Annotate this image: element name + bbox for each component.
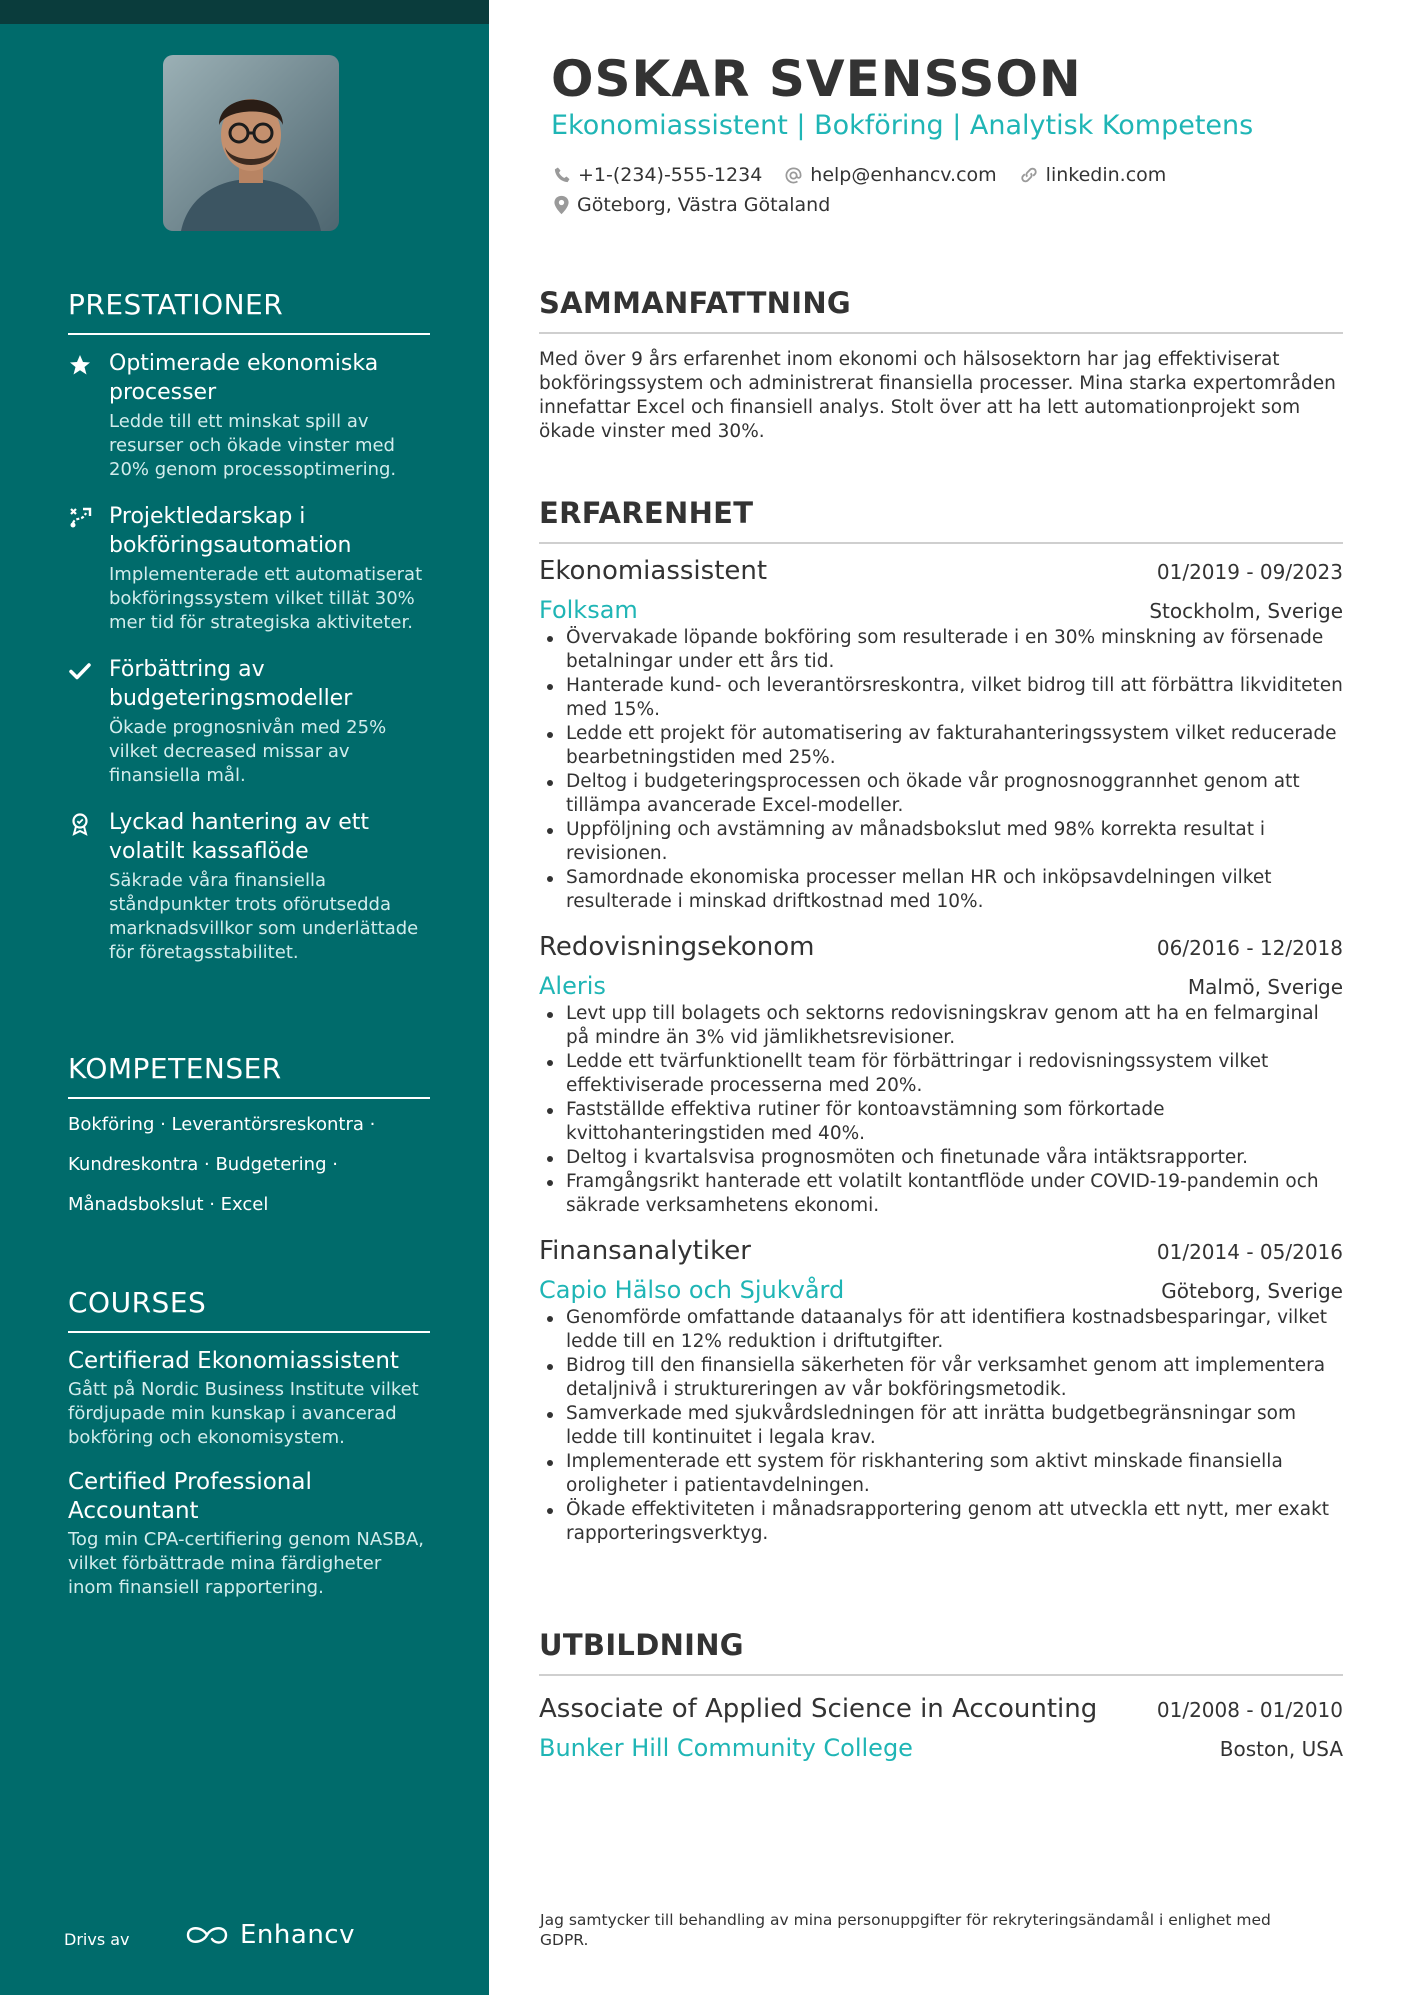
summary-heading: SAMMANFATTNING [539,286,1343,334]
job-bullets [539,626,1343,914]
job-bullet: Bidrog till den finansiella säkerheten för vår verksamhet genom att implementera detaljnivå i struktureringen av vår bokföringsmetodik. [539,1354,1343,1402]
skills-line: Månadsbokslut · Excel [68,1194,269,1215]
location-text: Göteborg, Västra Götaland [577,194,831,216]
degree-title: Associate of Applied Science in Accounting [539,1694,1098,1724]
job-company[interactable]: Folksam [539,596,638,624]
job-bullet: Deltog i kvartalsvisa prognosmöten och finetunade våra intäktsrapporter. [539,1146,1343,1170]
link-icon [1019,165,1039,185]
candidate-tagline: Ekonomiassistent | Bokföring | Analytisk Kompetens [551,110,1254,141]
job-bullet: Samordnade ekonomiska processer mellan HR och inköpsavdelningen vilket resulterade i minskad driftkostnad med 10%. [539,866,1343,914]
phone-text: +1-(234)-555-1234 [578,164,763,186]
experience-heading: ERFARENHET [539,496,1343,544]
route-icon [68,506,92,530]
achievement-item [68,502,430,635]
achievement-item [68,655,430,788]
course-item [68,1468,430,1600]
achievement-title: Lyckad hantering av ett volatilt kassaflöde [109,810,370,864]
achievement-title: Optimerade ekonomiska processer [109,351,379,405]
achievements-section [68,288,430,965]
skills-section [68,1052,430,1217]
course-desc: Gått på Nordic Business Institute vilket fördjupade min kunskap i avancerad bokföring och ekonomisystem. [68,1379,419,1448]
linkedin-contact[interactable] [1019,164,1167,186]
job-location: Stockholm, Sverige [1149,599,1343,623]
powered-by-label: Drivs av [64,1930,130,1949]
job-bullet: Implementerade ett system för riskhantering som aktivt minskade finansiella oroligheter i patientavdelningen. [539,1450,1343,1498]
candidate-name: OSKAR SVENSSON [551,50,1082,108]
job-bullet: Ledde ett tvärfunktionellt team för förbättringar i redovisningssystem vilket effektiviserade processerna med 20%. [539,1050,1343,1098]
job-bullets [539,1002,1343,1218]
location-contact [553,194,830,216]
job-title: Redovisningsekonom [539,932,815,962]
skills-line: Kundreskontra · Budgetering · [68,1154,338,1175]
school-name[interactable]: Bunker Hill Community College [539,1734,913,1762]
phone-contact[interactable] [553,164,762,186]
skills-heading: KOMPETENSER [68,1052,430,1099]
award-icon [68,812,92,836]
course-title: Certifierad Ekonomiassistent [68,1348,399,1374]
education-dates: 01/2008 - 01/2010 [1156,1698,1343,1722]
job-bullets [539,1306,1343,1546]
education-entry [539,1694,1343,1762]
education-heading: UTBILDNING [539,1628,1343,1676]
achievement-desc: Säkrade våra finansiella ståndpunkter trots oförutsedda marknadsvillkor som underlättade för företagsstabilitet. [109,870,419,963]
job-bullet: Fastställde effektiva rutiner för kontoavstämning som förkortade kvittohanteringstiden med 40%. [539,1098,1343,1146]
check-icon [68,659,92,683]
job-bullet: Framgångsrikt hanterade ett volatilt kontantflöde under COVID-19-pandemin och säkrade verksamhetens ekonomi. [539,1170,1343,1218]
email-text: help@enhancv.com [810,164,997,186]
job-title: Finansanalytiker [539,1236,751,1266]
education-location: Boston, USA [1219,1737,1343,1761]
enhancv-logo[interactable] [184,1920,355,1950]
star-icon [68,353,92,377]
job-entry [539,932,1343,1218]
education-section [539,1628,1343,1762]
gdpr-consent: Jag samtycker till behandling av mina personuppgifter för rekryteringsändamål i enlighet med GDPR. [540,1911,1271,1949]
achievement-desc: Implementerade ett automatiserat bokföringssystem vilket tillät 30% mer tid för strategiska aktiviteter. [109,564,423,633]
job-bullet: Hanterade kund- och leverantörsreskontra, vilket bidrog till att förbättra likviditeten med 15%. [539,674,1343,722]
job-bullet: Övervakade löpande bokföring som resulterade i en 30% minskning av försenade betalningar under ett års tid. [539,626,1343,674]
summary-section [539,286,1343,444]
location-pin-icon [553,195,570,215]
achievement-title: Projektledarskap i bokföringsautomation [109,504,352,558]
enhancv-brand-name: Enhancv [240,1920,355,1950]
job-bullet: Deltog i budgeteringsprocessen och ökade vår prognosnoggrannhet genom att tillämpa avancerade Excel-modeller. [539,770,1343,818]
job-entry [539,556,1343,914]
job-company[interactable]: Capio Hälso och Sjukvård [539,1276,845,1304]
experience-section [539,496,1343,1546]
course-title: Certified Professional Accountant [68,1469,312,1524]
job-dates: 01/2014 - 05/2016 [1156,1240,1343,1264]
courses-section [68,1286,430,1600]
job-entry [539,1236,1343,1546]
achievement-title: Förbättring av budgeteringsmodeller [109,657,353,711]
job-location: Malmö, Sverige [1187,975,1343,999]
course-desc: Tog min CPA-certifiering genom NASBA, vilket förbättrade mina färdigheter inom finansiell rapportering. [68,1529,425,1598]
job-bullet: Ledde ett projekt för automatisering av fakturahanteringssystem vilket reducerade bearbetningstiden med 25%. [539,722,1343,770]
job-bullet: Levt upp till bolagets och sektorns redovisningskrav genom att ha en felmarginal på mindre än 3% vid jämlikhetsrevisioner. [539,1002,1343,1050]
sidebar-top-bar [0,0,489,24]
job-bullet: Ökade effektiviteten i månadsrapportering genom att utveckla ett nytt, mer exakt rapporteringsverktyg. [539,1498,1343,1546]
job-bullet: Genomförde omfattande dataanalys för att identifiera kostnadsbesparingar, vilket ledde till en 12% reduktion i driftutgifter. [539,1306,1343,1354]
course-item [68,1347,430,1450]
at-icon [784,166,803,185]
summary-text: Med över 9 års erfarenhet inom ekonomi och hälsosektorn har jag effektiviserat bokföringssystem och administrerat finansiella processer. Mina starka expertområden innefattar Excel och finansiell analys. Stolt över att ha lett automationprojekt som ökade vinster med 30%. [539,349,1336,442]
enhancv-logo-icon [184,1923,230,1947]
profile-photo [163,55,339,231]
job-bullet: Uppföljning och avstämning av månadsbokslut med 98% korrekta resultat i revisionen. [539,818,1343,866]
job-location: Göteborg, Sverige [1161,1279,1343,1303]
phone-icon [553,166,571,184]
job-dates: 01/2019 - 09/2023 [1156,560,1343,584]
linkedin-text: linkedin.com [1045,164,1167,186]
courses-heading: COURSES [68,1286,430,1333]
email-contact[interactable] [784,164,996,186]
achievements-heading: PRESTATIONER [68,288,430,335]
job-title: Ekonomiassistent [539,556,768,586]
achievement-desc: Ledde till ett minskat spill av resurser och ökade vinster med 20% genom processoptimering. [109,411,397,480]
achievement-item [68,349,430,482]
job-bullet: Samverkade med sjukvårdsledningen för att inrätta budgetbegränsningar som ledde till kontinuitet i legala krav. [539,1402,1343,1450]
sidebar [0,0,489,1995]
contact-info [553,160,1333,220]
achievement-item [68,808,430,965]
job-company[interactable]: Aleris [539,972,606,1000]
skills-line: Bokföring · Leverantörsreskontra · [68,1114,376,1135]
achievement-desc: Ökade prognosnivån med 25% vilket decreased missar av finansiella mål. [109,717,387,786]
job-dates: 06/2016 - 12/2018 [1156,936,1343,960]
